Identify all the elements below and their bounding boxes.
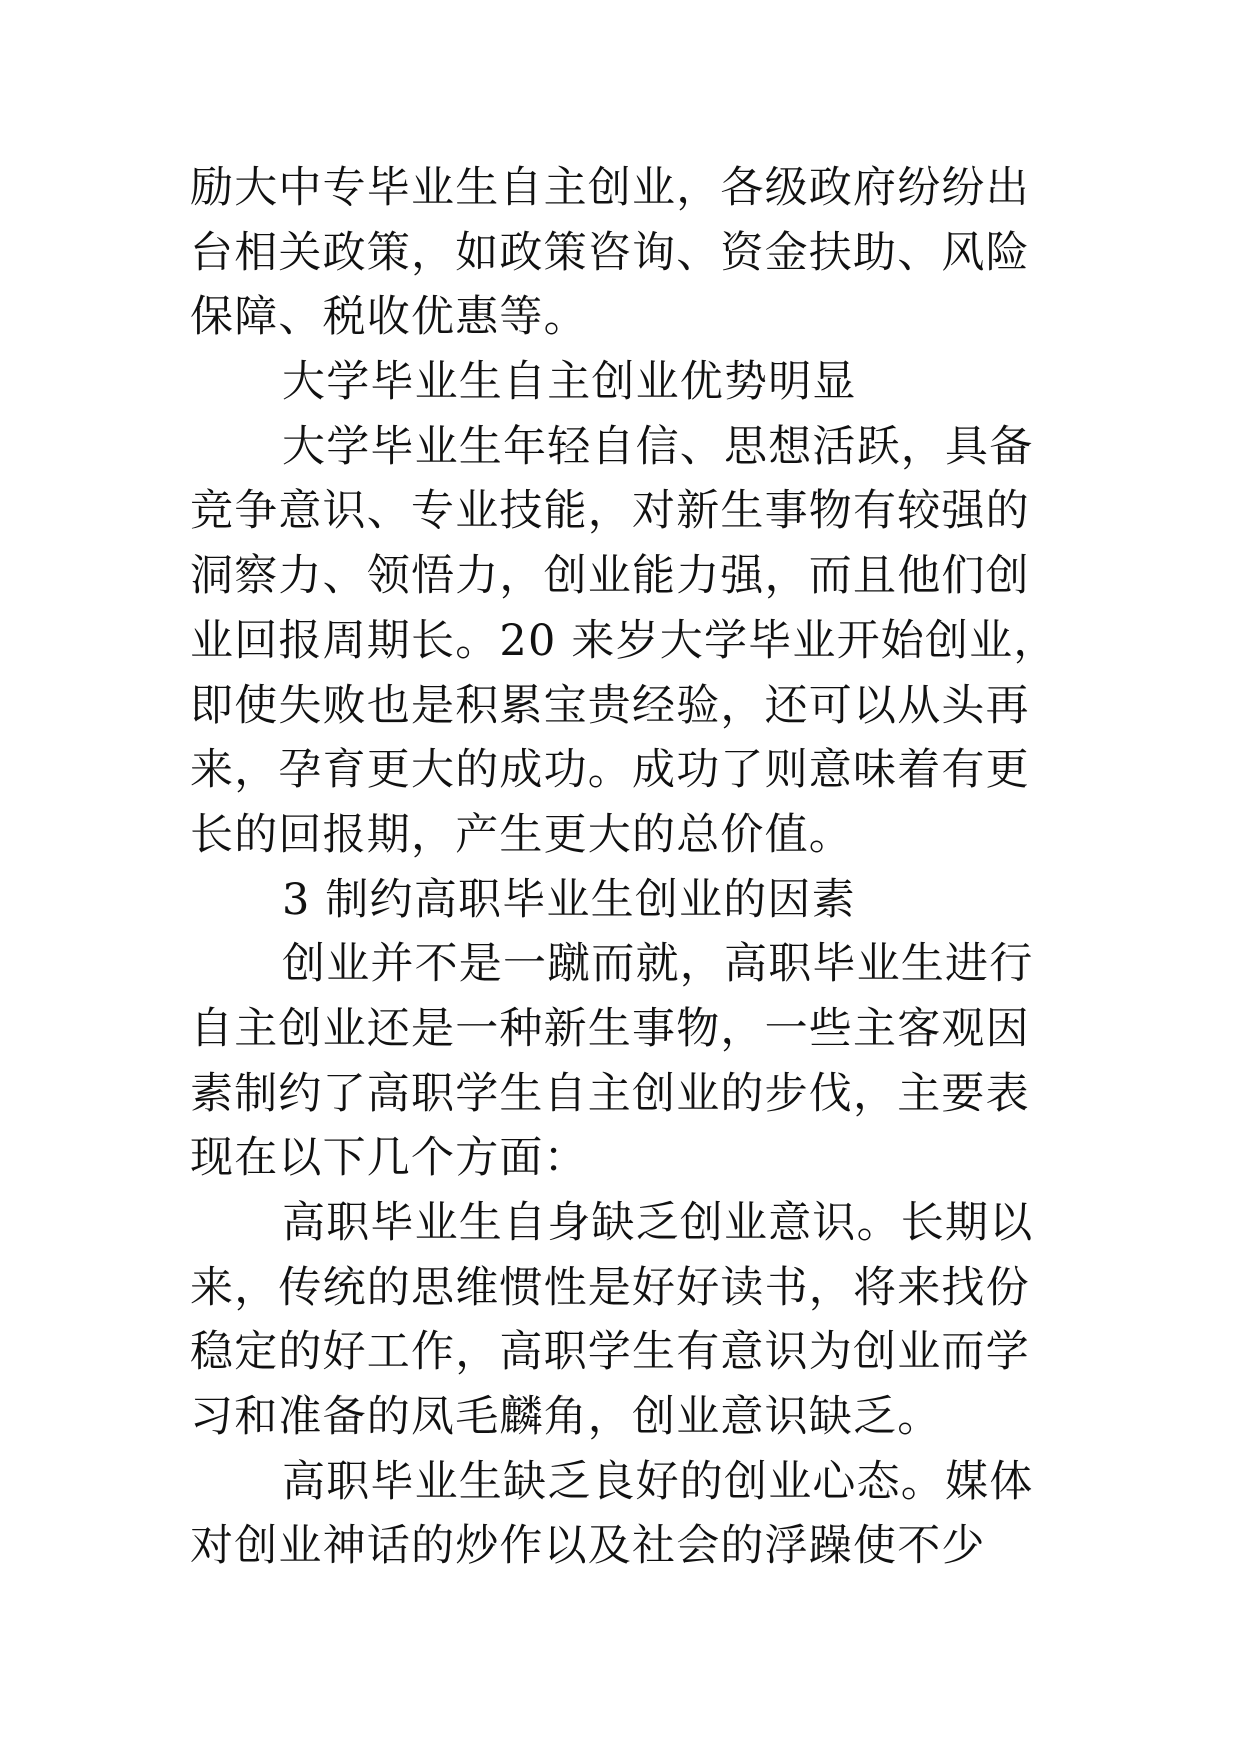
text-line: 自主创业还是一种新生事物，一些主客观因 [190,1003,1030,1054]
text-line: 业回报周期长。20 来岁大学毕业开始创业， [190,615,1058,666]
body-text [190,156,1070,1579]
text-line: 稳定的好工作，高职学生有意识为创业而学 [190,1327,1030,1378]
text-line: 大学毕业生自主创业优势明显 [282,357,857,408]
text-line: 高职毕业生自身缺乏创业意识。长期以 [282,1198,1034,1248]
text-line: 保障、税收优惠等。 [190,292,588,343]
text-line: 来，传统的思维惯性是好好读书，将来找份 [190,1262,1030,1313]
text-line: 对创业神话的炒作以及社会的浮躁使不少 [190,1521,986,1572]
text-line: 大学毕业生年轻自信、思想活跃，具备 [282,421,1034,472]
text-line: 创业并不是一蹴而就，高职毕业生进行 [282,939,1034,990]
text-line: 现在以下几个方面： [190,1133,588,1184]
text-line: 高职毕业生缺乏良好的创业心态。媒体 [282,1456,1034,1507]
text-line: 竞争意识、专业技能，对新生事物有较强的 [190,486,1030,537]
text-line: 3 制约高职毕业生创业的因素 [282,874,856,925]
text-line: 即使失败也是积累宝贵经验，还可以从头再 [190,680,1030,731]
text-line: 励大中专毕业生自主创业，各级政府纷纷出 [190,163,1030,213]
text-line: 习和准备的凤毛麟角，创业意识缺乏。 [190,1392,942,1443]
text-line: 素制约了高职学生自主创业的步伐，主要表 [190,1068,1030,1119]
text-line: 台相关政策，如政策咨询、资金扶助、风险 [190,227,1030,278]
text-line: 洞察力、领悟力，创业能力强，而且他们创 [190,551,1030,602]
text-line: 长的回报期，产生更大的总价值。 [190,809,853,860]
text-line: 来，孕育更大的成功。成功了则意味着有更 [190,745,1030,796]
